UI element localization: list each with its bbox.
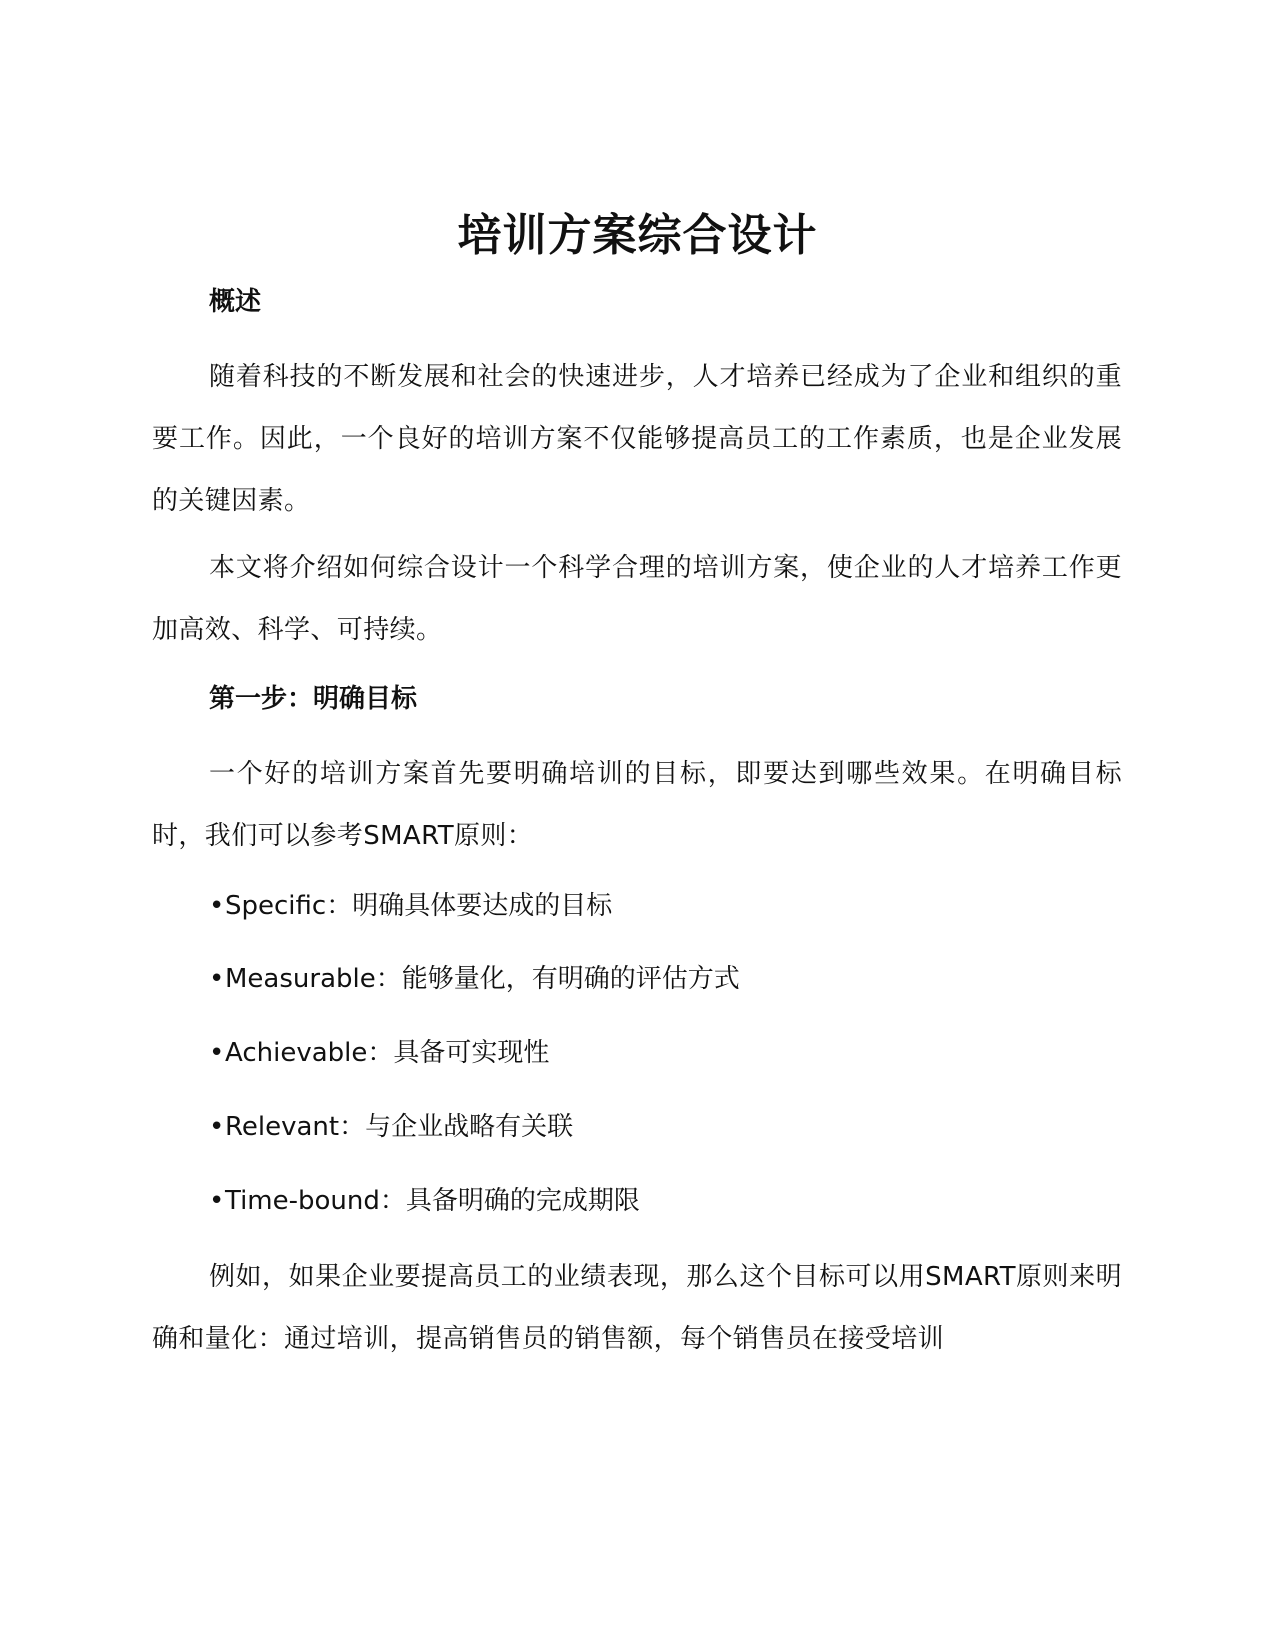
section-heading-step1: 第一步：明确目标 (209, 684, 418, 714)
paragraph-step1-1: 一个好的培训方案首先要明确培训的目标，即要达到哪些效果。在明确目标时，我们可以参考SMART原则： (152, 759, 1122, 851)
bullet-icon: • (209, 891, 225, 921)
list-item-time-bound (209, 1183, 640, 1219)
list-item-relevant (209, 1109, 573, 1145)
paragraph-step1-2: 例如，如果企业要提高员工的业绩表现，那么这个目标可以用SMART原则来明确和量化：通过培训，提高销售员的销售额，每个销售员在接受培训 (152, 1262, 1122, 1354)
list-item-text: Achievable：具备可实现性 (225, 1038, 550, 1068)
bullet-icon: • (209, 964, 225, 994)
list-item-measurable (209, 961, 740, 997)
list-item-specific (209, 888, 612, 924)
document-title: 培训方案综合设计 (457, 210, 818, 261)
paragraph-overview-2: 本文将介绍如何综合设计一个科学合理的培训方案，使企业的人才培养工作更加高效、科学、可持续。 (152, 553, 1122, 645)
paragraph-overview-1: 随着科技的不断发展和社会的快速进步，人才培养已经成为了企业和组织的重要工作。因此，一个良好的培训方案不仅能够提高员工的工作素质，也是企业发展的关键因素。 (152, 362, 1122, 516)
bullet-icon: • (209, 1186, 225, 1216)
bullet-icon: • (209, 1112, 225, 1142)
section-heading-overview: 概述 (209, 287, 262, 317)
list-item-text: Relevant：与企业战略有关联 (225, 1112, 574, 1142)
list-item-text: Time-bound：具备明确的完成期限 (225, 1186, 640, 1216)
list-item-text: Specific：明确具体要达成的目标 (225, 891, 613, 921)
list-item-text: Measurable：能够量化，有明确的评估方式 (225, 964, 740, 994)
list-item-achievable (209, 1035, 549, 1071)
bullet-icon: • (209, 1038, 225, 1068)
